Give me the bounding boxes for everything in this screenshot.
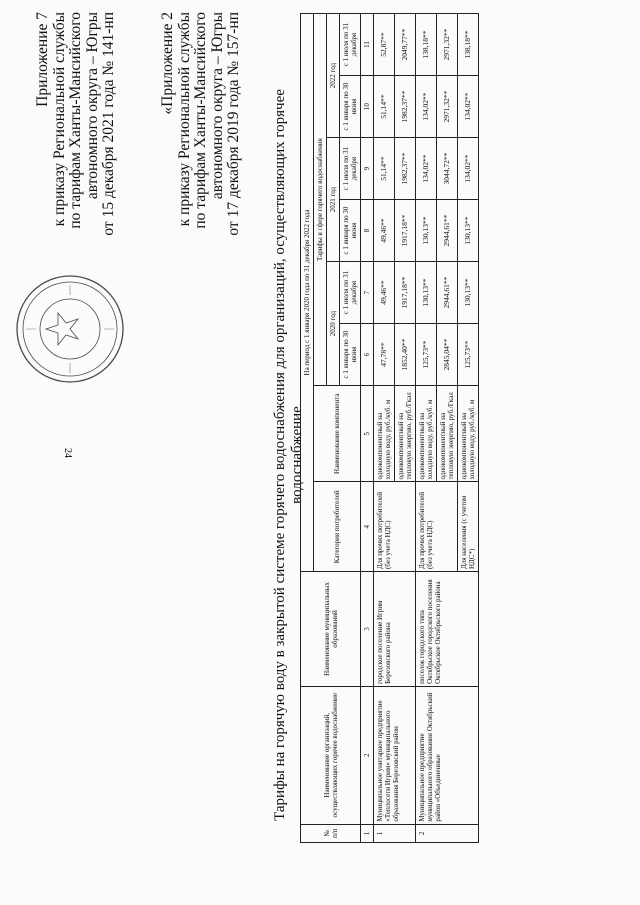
- tariff-value: 130,13**: [416, 200, 437, 262]
- tariff-table: [300, 13, 479, 843]
- consumer-category: Для прочих потребителей (без учета НДС): [416, 482, 458, 572]
- appendix-line-3: автономного округа – Югры: [83, 12, 101, 200]
- appendix-number: Приложение 7: [34, 12, 51, 107]
- col-index: 1: [361, 824, 374, 842]
- col-index: 3: [361, 572, 374, 687]
- tariff-value: 130,13**: [458, 262, 479, 324]
- appendix-2-line-4: от 17 декабря 2019 года № 157-нп: [225, 12, 242, 236]
- period-2022-h1: с 1 января по 30 июня: [340, 76, 361, 138]
- col-number-header: № п/п: [301, 824, 361, 842]
- component-name: однокомпонентный на тепловую энергию, руб./Гкал: [437, 386, 458, 482]
- tariff-value: 138,18**: [416, 14, 437, 76]
- col-component-header: Наименование компонента: [314, 386, 361, 482]
- organization-name: Муниципальное предприятие муниципального образования Октябрьский район «Объединенные: [416, 686, 479, 824]
- official-seal: [14, 273, 126, 385]
- tariff-value: 51,14**: [374, 76, 395, 138]
- appendix-2-line-2: по тарифам Ханты-Мансийского: [192, 12, 209, 229]
- tariff-value: 1982,37**: [395, 76, 416, 138]
- tariff-value: 130,13**: [458, 200, 479, 262]
- component-name: однокомпонентный на тепловую энергию, руб./Гкал: [395, 386, 416, 482]
- tariff-value: 2944,61**: [437, 262, 458, 324]
- col-index: 10: [361, 76, 374, 138]
- row-number: 2: [416, 824, 479, 842]
- tariff-value: 49,46**: [374, 262, 395, 324]
- period-2022-h2: с 1 июля по 31 декабря: [340, 14, 361, 76]
- page-number: 24: [62, 448, 73, 458]
- appendix-2-line-3: автономного округа – Югры: [208, 12, 226, 200]
- tariff-value: 125,73**: [416, 324, 437, 386]
- tariff-value: 51,14**: [374, 138, 395, 200]
- col-index: 9: [361, 138, 374, 200]
- tariff-value: 134,02**: [416, 76, 437, 138]
- title-line-1: Тарифы на горячую воду в закрытой системе горячего водоснабжения для организаций, осуществляющих горячее: [272, 89, 288, 821]
- component-name: однокомпонентный на холодную воду, руб./куб. м: [458, 386, 479, 482]
- col-index: 7: [361, 262, 374, 324]
- appendix-2-line-1: к приказу Региональной службы: [175, 12, 193, 227]
- col-index: 2: [361, 686, 374, 824]
- tariff-value: 2971,32**: [437, 14, 458, 76]
- period-2021-h1: с 1 января по 30 июня: [340, 200, 361, 262]
- tariff-value: 3044,72**: [437, 138, 458, 200]
- tariff-value: 2845,04**: [437, 324, 458, 386]
- period-2020-h1: с 1 января по 30 июня: [340, 324, 361, 386]
- col-consumer-header: Категория потребителей: [314, 482, 361, 572]
- period-2020-h2: с 1 июля по 31 декабря: [340, 262, 361, 324]
- tariff-group-header: Тарифы в сфере горячего водоснабжения: [314, 14, 327, 386]
- tariff-value: 47,78**: [374, 324, 395, 386]
- municipality-name: поселок городского типа Октябрьское городского поселения Октябрьское Октябрьского района: [416, 572, 479, 687]
- year-2021-header: 2021 год: [327, 138, 340, 262]
- appendix-line-1: к приказу Региональной службы: [50, 12, 68, 227]
- appendix-2-number: «Приложение 2: [159, 12, 176, 115]
- tariff-value: 134,02**: [416, 138, 437, 200]
- appendix-2-header: [160, 12, 243, 272]
- col-index: 4: [361, 482, 374, 572]
- municipality-name: городское поселение Игрим Березовского района: [374, 572, 416, 687]
- component-name: однокомпонентный на холодную воду, руб./куб. м: [374, 386, 395, 482]
- appendix-line-4: от 15 декабря 2021 года № 141-нп: [100, 12, 117, 236]
- tariff-value: 134,02**: [458, 138, 479, 200]
- tariff-value: 130,13**: [416, 262, 437, 324]
- organization-name: Муниципальное унитарное предприятие «Теплосети Игрим» муниципального образования Березовский район: [374, 686, 416, 824]
- appendix-line-2: по тарифам Ханты-Мансийского: [67, 12, 84, 229]
- tariff-value: 2944,61**: [437, 200, 458, 262]
- tariff-value: 134,02**: [458, 76, 479, 138]
- tariff-value: 1982,37**: [395, 138, 416, 200]
- year-2022-header: 2022 год: [327, 14, 340, 138]
- period-header: На период с 1 января 2020 года по 31 декабря 2022 года: [301, 14, 314, 572]
- tariff-value: 52,87**: [374, 14, 395, 76]
- table-row: [374, 14, 395, 843]
- row-number: 1: [374, 824, 416, 842]
- tariff-value: 49,46**: [374, 200, 395, 262]
- seal-icon: [14, 273, 126, 385]
- tariff-value: 1917,18**: [395, 200, 416, 262]
- appendix-header: [35, 12, 118, 264]
- consumer-category: Для прочих потребителей (без учета НДС): [374, 482, 416, 572]
- tariff-value: 125,73**: [458, 324, 479, 386]
- tariff-value: 2971,32**: [437, 76, 458, 138]
- col-index: 5: [361, 386, 374, 482]
- col-municipality-header: Наименование муниципальных образований: [301, 572, 361, 687]
- consumer-category: Для населения (с учетом НДС*): [458, 482, 479, 572]
- col-index: 6: [361, 324, 374, 386]
- tariff-value: 1852,40**: [395, 324, 416, 386]
- component-name: однокомпонентный на холодную воду, руб./куб. м: [416, 386, 437, 482]
- tariff-value: 1917,18**: [395, 262, 416, 324]
- col-index: 11: [361, 14, 374, 76]
- table-row: [416, 14, 437, 843]
- year-2020-header: 2020 год: [327, 262, 340, 386]
- col-index: 8: [361, 200, 374, 262]
- tariff-value: 138,18**: [458, 14, 479, 76]
- tariff-value: 2049,77**: [395, 14, 416, 76]
- col-organization-header: Наименование организаций, осуществляющих горячее водоснабжение: [301, 686, 361, 824]
- period-2021-h2: с 1 июля по 31 декабря: [340, 138, 361, 200]
- title-line-2: водоснабжение: [289, 406, 305, 504]
